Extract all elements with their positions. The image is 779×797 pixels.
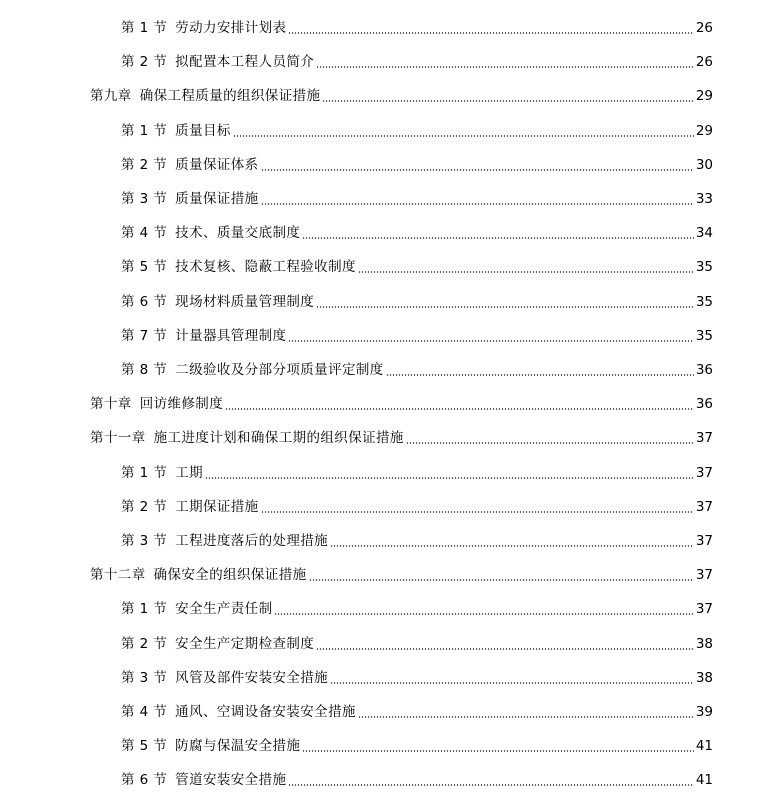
toc-entry-title	[121, 499, 259, 515]
toc-section-entry[interactable]	[121, 700, 713, 720]
toc-page-number: 33	[695, 191, 713, 207]
toc-entry-text: 计量器具管理制度	[175, 327, 287, 344]
toc-page-number: 37	[695, 601, 713, 618]
toc-page-number: 37	[695, 567, 713, 584]
toc-entry-text: 二级验收及分部分项质量评定制度	[175, 362, 384, 378]
dot-leader	[288, 32, 693, 34]
toc-entry-text: 质量目标	[175, 122, 231, 139]
toc-section-entry[interactable]	[121, 187, 713, 207]
toc-page-number: 37	[695, 498, 713, 515]
toc-entry-number: 第 1 节	[121, 20, 168, 36]
toc-entry-text: 风管及部件安装安全措施	[175, 669, 329, 686]
toc-section-entry[interactable]	[121, 495, 713, 515]
toc-entry-number: 第 6 节	[121, 293, 168, 310]
toc-page-number: 26	[695, 20, 713, 36]
toc-section-entry[interactable]	[121, 529, 713, 549]
toc-page-number: 35	[695, 327, 713, 344]
toc-page-number: 36	[695, 362, 713, 378]
toc-entry-number: 第 1 节	[121, 464, 168, 481]
toc-section-entry[interactable]	[121, 632, 713, 652]
toc-section-entry[interactable]	[121, 358, 713, 378]
toc-entry-number: 第 3 节	[121, 669, 168, 686]
toc-entry-text: 确保安全的组织保证措施	[153, 567, 307, 584]
toc-entry-text: 安全生产定期检查制度	[175, 635, 315, 652]
toc-chapter-entry[interactable]	[90, 563, 713, 583]
toc-entry-title	[121, 259, 356, 275]
dot-leader	[261, 169, 694, 171]
toc-entry-text: 质量保证体系	[175, 156, 259, 173]
toc-entry-number: 第十章	[90, 396, 132, 413]
toc-section-entry[interactable]	[121, 324, 713, 344]
toc-entry-text: 技术复核、隐蔽工程验收制度	[175, 259, 356, 276]
toc-entry-title	[121, 54, 314, 70]
toc-entry-title	[121, 704, 356, 720]
dot-leader	[386, 374, 694, 376]
dot-leader	[288, 784, 693, 786]
toc-page-number: 34	[695, 225, 713, 242]
toc-entry-number: 第 1 节	[121, 122, 168, 139]
toc-page-number: 37	[695, 464, 713, 481]
dot-leader	[316, 66, 694, 68]
toc-section-entry[interactable]	[121, 221, 713, 241]
toc-entry-text: 质量保证措施	[175, 191, 259, 207]
toc-page-number: 29	[695, 122, 713, 139]
toc-entry-number: 第 2 节	[121, 635, 168, 652]
toc-entry-text: 工期	[175, 464, 203, 481]
toc-section-entry[interactable]	[121, 666, 713, 686]
dot-leader	[302, 237, 694, 239]
toc-entry-number: 第 1 节	[121, 601, 168, 618]
toc-chapter-entry[interactable]	[90, 392, 713, 412]
toc-entry-title	[121, 670, 328, 686]
toc-page-number: 39	[695, 704, 713, 720]
toc-entry-number: 第 2 节	[121, 54, 168, 71]
toc-entry-number: 第 5 节	[121, 259, 168, 276]
toc-entry-title	[121, 738, 300, 754]
toc-entry-title	[90, 430, 404, 446]
toc-entry-text: 工期保证措施	[175, 498, 259, 515]
toc-entry-text: 劳动力安排计划表	[175, 20, 287, 36]
toc-entry-number: 第 3 节	[121, 533, 168, 549]
toc-entry-text: 拟配置本工程人员简介	[175, 54, 315, 71]
toc-entry-text: 现场材料质量管理制度	[175, 293, 315, 310]
dot-leader	[330, 545, 694, 547]
toc-entry-text: 确保工程质量的组织保证措施	[139, 88, 321, 105]
dot-leader	[261, 203, 694, 205]
toc-entry-text: 回访维修制度	[139, 396, 224, 413]
toc-entry-number: 第十一章	[90, 430, 146, 447]
toc-chapter-entry[interactable]	[90, 84, 713, 104]
toc-entry-text: 通风、空调设备安装安全措施	[175, 704, 356, 720]
toc-entry-number: 第 4 节	[121, 704, 168, 720]
toc-section-entry[interactable]	[121, 16, 713, 36]
toc-page-number: 35	[695, 293, 713, 310]
toc-entry-number: 第 7 节	[121, 327, 168, 344]
toc-page-number: 38	[695, 669, 713, 686]
toc-entry-number: 第 4 节	[121, 225, 168, 242]
toc-entry-title	[121, 157, 259, 173]
toc-section-entry[interactable]	[121, 734, 713, 754]
dot-leader	[358, 716, 694, 718]
toc-section-entry[interactable]	[121, 290, 713, 310]
toc-entry-number: 第 8 节	[121, 362, 168, 378]
dot-leader	[288, 340, 693, 342]
dot-leader	[358, 271, 694, 273]
toc-page-number: 36	[695, 396, 713, 413]
toc-entry-number: 第九章	[90, 88, 132, 105]
toc-page-number: 38	[695, 635, 713, 652]
toc-page-number: 29	[695, 88, 713, 105]
toc-entry-text: 管道安装安全措施	[175, 772, 287, 789]
toc-chapter-entry[interactable]	[90, 426, 713, 446]
toc-entry-number: 第十二章	[90, 567, 146, 584]
toc-entry-title	[121, 465, 203, 481]
dot-leader	[274, 613, 693, 615]
toc-page-number: 30	[695, 156, 713, 173]
dot-leader	[316, 648, 694, 650]
toc-entry-text: 工程进度落后的处理措施	[175, 533, 329, 549]
toc-entry-title	[121, 191, 259, 207]
toc-entry-number: 第 2 节	[121, 156, 168, 173]
toc-entry-title	[121, 123, 231, 139]
dot-leader	[261, 511, 694, 513]
toc-entry-title	[121, 328, 286, 344]
toc-page-number: 41	[695, 738, 713, 755]
toc-entry-number: 第 3 节	[121, 191, 168, 207]
dot-leader	[225, 408, 694, 410]
toc-entry-text: 施工进度计划和确保工期的组织保证措施	[153, 430, 404, 447]
toc-section-entry[interactable]	[121, 768, 713, 788]
toc-entry-title	[121, 636, 314, 652]
toc-page-number: 37	[695, 430, 713, 447]
toc-entry-number: 第 5 节	[121, 738, 168, 755]
dot-leader	[233, 135, 694, 137]
toc-entry-number: 第 6 节	[121, 772, 168, 789]
toc-entry-text: 技术、质量交底制度	[175, 225, 301, 242]
toc-entry-title	[90, 88, 320, 104]
toc-page-number: 35	[695, 259, 713, 276]
toc-section-entry[interactable]	[121, 461, 713, 481]
dot-leader	[316, 306, 694, 308]
toc-entry-text: 防腐与保温安全措施	[175, 738, 301, 755]
toc-entry-text: 安全生产责任制	[175, 601, 273, 618]
toc-entry-title	[121, 772, 286, 788]
toc-section-entry[interactable]	[121, 50, 713, 70]
toc-entry-title	[121, 20, 286, 36]
toc-entry-title	[121, 601, 272, 617]
toc-entry-title	[121, 533, 328, 549]
toc-entry-title	[90, 567, 307, 583]
toc-page-number: 41	[695, 772, 713, 789]
toc-section-entry[interactable]	[121, 119, 713, 139]
toc-entry-title	[121, 225, 300, 241]
toc-entry-title	[90, 396, 223, 412]
toc-section-entry[interactable]	[121, 597, 713, 617]
toc-section-entry[interactable]	[121, 153, 713, 173]
dot-leader	[322, 100, 693, 102]
toc-page-number: 37	[695, 533, 713, 549]
toc-entry-title	[121, 362, 384, 378]
toc-section-entry[interactable]	[121, 255, 713, 275]
dot-leader	[205, 477, 694, 479]
dot-leader	[309, 579, 694, 581]
dot-leader	[302, 750, 694, 752]
toc-page-number: 26	[695, 54, 713, 71]
toc-entry-number: 第 2 节	[121, 498, 168, 515]
dot-leader	[406, 442, 694, 444]
toc-entry-title	[121, 294, 314, 310]
dot-leader	[330, 682, 694, 684]
